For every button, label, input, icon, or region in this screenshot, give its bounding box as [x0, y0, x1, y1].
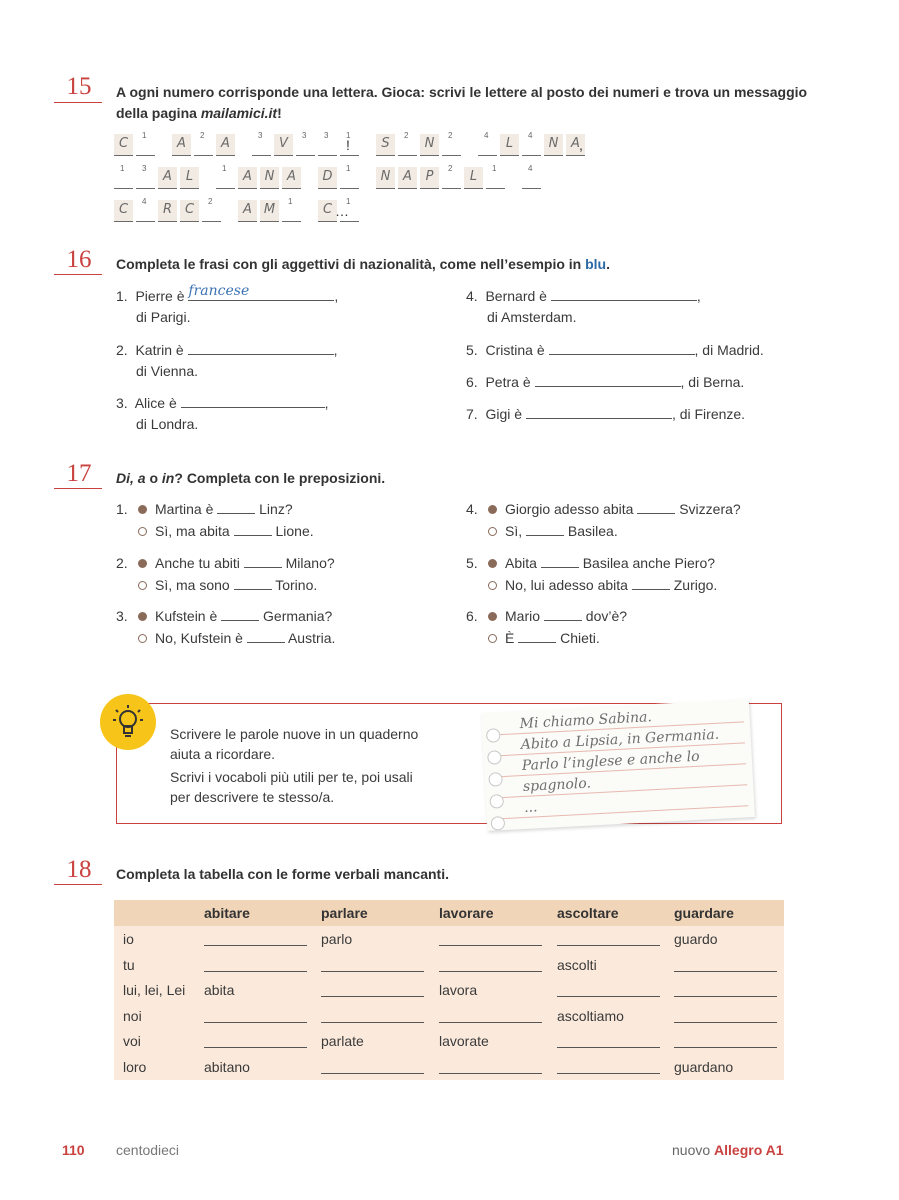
column-header: parlare [321, 905, 368, 921]
puzzle-letter-cell: C [114, 200, 133, 222]
answer-blank[interactable] [221, 605, 259, 621]
answer-blank[interactable] [234, 574, 272, 590]
note-line: Mi chiamo Sabina. [519, 709, 653, 733]
puzzle-letter-cell: S [376, 134, 395, 156]
table-blank[interactable] [557, 945, 660, 946]
table-blank[interactable] [674, 996, 777, 997]
table-row-pronoun: tu [123, 956, 135, 973]
puzzle-number-cell[interactable]: 2 [202, 200, 221, 222]
puzzle-number-cell[interactable]: 2 [398, 134, 417, 156]
table-row-pronoun: io [123, 931, 134, 947]
answer-blank[interactable] [551, 285, 697, 301]
exercise-underline [54, 488, 102, 489]
book-title: nuovo Allegro A1 [672, 1142, 784, 1158]
exercise-instruction: Completa le frasi con gli aggettivi di nazionalità, come nell’esempio in blu. [116, 256, 610, 272]
answer-blank[interactable] [247, 627, 285, 643]
table-blank[interactable] [321, 1022, 424, 1023]
puzzle-letter-cell: N [260, 167, 279, 189]
sentence-7: 7. Gigi è , di Firenze. [466, 403, 745, 425]
exercise-number: 15 [66, 73, 92, 100]
sentence-4: 4. Bernard è , di Amsterdam. [466, 285, 701, 328]
speaker-a-bullet [488, 612, 497, 621]
puzzle-exclamation: ! [346, 137, 350, 153]
puzzle-letter-cell: C [114, 134, 133, 156]
puzzle-letter-cell: A [282, 167, 301, 189]
sentence-1: 1. Pierre è francese , di Parigi. [116, 283, 339, 325]
table-blank[interactable] [321, 971, 424, 972]
exercise-underline [54, 884, 102, 885]
column-header: ascoltare [557, 905, 619, 921]
puzzle-number-cell[interactable]: 1 [486, 167, 505, 189]
puzzle-number-cell[interactable]: 3 [296, 134, 315, 156]
puzzle-ellipsis: … [335, 203, 349, 219]
puzzle-letter-cell: A [216, 134, 235, 156]
speaker-a-bullet [488, 559, 497, 568]
puzzle-number-cell[interactable]: 4 [522, 167, 541, 189]
puzzle-number-cell[interactable]: 1 [340, 200, 359, 222]
answer-blank[interactable] [549, 339, 695, 355]
puzzle-letter-cell: L [464, 167, 483, 189]
speaker-b-bullet [488, 527, 497, 536]
puzzle-letter-cell: P [420, 167, 439, 189]
puzzle-number-cell[interactable]: 2 [442, 167, 461, 189]
table-blank[interactable] [321, 996, 424, 997]
puzzle-number-cell[interactable]: 1 [136, 134, 155, 156]
puzzle-letter-cell: C [180, 200, 199, 222]
note-line: Abito a Lipsia, in Germania. [520, 726, 720, 754]
table-blank[interactable] [439, 971, 542, 972]
answer-blank[interactable] [188, 339, 334, 355]
table-blank[interactable] [321, 1073, 424, 1074]
puzzle-letter-cell: A [398, 167, 417, 189]
answer-blank[interactable] [541, 552, 579, 568]
puzzle-number-cell[interactable]: 3 [318, 134, 337, 156]
exercise-instruction: A ogni numero corrisponde una lettera. Gioca: scrivi le lettere al posto dei numeri e trova un messaggio [116, 84, 808, 100]
puzzle-letter-cell: D [318, 167, 337, 189]
exercise-instruction: Di, a o in? Completa con le preposizioni. [116, 470, 386, 486]
puzzle-letter-cell: C [318, 200, 337, 222]
exercise-instruction-line2: della pagina mailamici.it! [116, 105, 282, 121]
sentence-3: 3. Alice è , di Londra. [116, 392, 329, 435]
puzzle-letter-cell: A [172, 134, 191, 156]
exercise-number: 17 [66, 460, 92, 487]
answer-blank[interactable] [526, 403, 672, 419]
speaker-a-bullet [488, 505, 497, 514]
puzzle-number-cell[interactable]: 2 [194, 134, 213, 156]
answer-blank[interactable] [526, 520, 564, 536]
table-body [114, 926, 784, 1080]
exercise-number: 18 [66, 856, 92, 883]
answer-blank[interactable] [535, 371, 681, 387]
puzzle-number-cell[interactable]: 2 [442, 134, 461, 156]
puzzle-letter-cell: V [274, 134, 293, 156]
answer-blank[interactable] [234, 520, 272, 536]
answer-blank[interactable] [188, 285, 334, 301]
dialogue-4: 4. Giorgio adesso abita Svizzera? Sì, Basilea. [466, 498, 741, 542]
table-blank[interactable] [557, 1073, 660, 1074]
speaker-b-bullet [138, 527, 147, 536]
table-cell: lavorate [439, 1033, 489, 1049]
table-blank[interactable] [439, 1073, 542, 1074]
puzzle-number-cell[interactable]: 4 [478, 134, 497, 156]
notebook-page [481, 699, 755, 831]
example-answer: francese [188, 283, 250, 299]
column-header: guardare [674, 905, 734, 921]
speaker-b-bullet [488, 581, 497, 590]
table-cell: ascoltiamo [557, 1007, 624, 1024]
speaker-b-bullet [138, 634, 147, 643]
note-line: spagnolo. [522, 775, 592, 795]
table-cell: abita [204, 982, 235, 998]
puzzle-letter-cell: M [260, 200, 279, 222]
puzzle-letter-cell: N [544, 134, 563, 156]
puzzle-letter-cell: L [500, 134, 519, 156]
puzzle-comma: , [579, 137, 583, 153]
speaker-b-bullet [138, 581, 147, 590]
puzzle-letter-cell: R [158, 200, 177, 222]
puzzle-number-cell[interactable]: 1 [282, 200, 301, 222]
exercise-underline [54, 102, 102, 103]
column-header: abitare [204, 905, 250, 921]
sentence-2: 2. Katrin è , di Vienna. [116, 339, 338, 382]
table-cell: guardo [674, 931, 718, 947]
puzzle-letter-cell: A [158, 167, 177, 189]
table-blank[interactable] [557, 996, 660, 997]
table-blank[interactable] [439, 945, 542, 946]
tip-text-1: Scrivere le parole nuove in un quaderno aiuta a ricordare. [170, 726, 419, 762]
table-blank[interactable] [204, 1022, 307, 1023]
speaker-a-bullet [138, 612, 147, 621]
dialogue-2: 2. Anche tu abiti Milano? Sì, ma sono Torino. [116, 552, 335, 596]
answer-blank[interactable] [181, 392, 325, 408]
speaker-a-bullet [138, 505, 147, 514]
puzzle-number-cell[interactable]: 1 [340, 134, 359, 156]
puzzle-number-cell[interactable]: 1 [114, 167, 133, 189]
puzzle-number-cell[interactable]: 4 [136, 200, 155, 222]
answer-blank[interactable] [217, 498, 255, 514]
table-blank[interactable] [674, 1047, 777, 1048]
table-blank[interactable] [557, 1047, 660, 1048]
note-line: Parlo l’inglese e anche lo [521, 748, 700, 775]
dialogue-6: 6. Mario dov’è? È Chieti. [466, 605, 627, 649]
dialogue-5: 5. Abita Basilea anche Piero? No, lui adesso abita Zurigo. [466, 552, 717, 596]
column-header: lavorare [439, 905, 494, 921]
exercise-underline [54, 274, 102, 275]
table-blank[interactable] [204, 971, 307, 972]
answer-blank[interactable] [544, 605, 582, 621]
table-row-pronoun: loro [123, 1058, 147, 1075]
puzzle-number-cell[interactable]: 4 [522, 134, 541, 156]
sentence-5: 5. Cristina è , di Madrid. [466, 339, 764, 361]
answer-blank[interactable] [632, 574, 670, 590]
table-blank[interactable] [204, 1047, 307, 1048]
note-line: ... [523, 799, 538, 816]
sentence-6: 6. Petra è , di Berna. [466, 371, 744, 393]
puzzle-letter-cell: N [376, 167, 395, 189]
puzzle-number-cell[interactable]: 1 [216, 167, 235, 189]
page-number: 110 [62, 1142, 85, 1158]
table-row-pronoun: noi [123, 1007, 142, 1024]
puzzle-number-cell[interactable]: 3 [252, 134, 271, 156]
lightbulb-icon [100, 694, 156, 750]
page-number-word: centodieci [116, 1142, 180, 1158]
puzzle-letter-cell: A [238, 200, 257, 222]
table-blank[interactable] [674, 1022, 777, 1023]
speaker-b-bullet [488, 634, 497, 643]
table-cell: lavora [439, 982, 478, 998]
dialogue-3: 3. Kufstein è Germania? No, Kufstein è Austria. [116, 605, 335, 649]
puzzle-number-cell[interactable]: 1 [340, 167, 359, 189]
table-row-pronoun: voi [123, 1033, 141, 1049]
tip-text-2: Scrivi i vocaboli più utili per te, poi usali per descrivere te stesso/a. [170, 769, 413, 805]
table-cell: guardano [674, 1058, 734, 1075]
speaker-a-bullet [138, 559, 147, 568]
puzzle-letter-cell: A [238, 167, 257, 189]
table-blank[interactable] [439, 1022, 542, 1023]
exercise-instruction: Completa la tabella con le forme verbali mancanti. [116, 866, 449, 882]
answer-blank[interactable] [637, 498, 675, 514]
puzzle-letter-cell: A [566, 134, 585, 156]
puzzle-number-cell[interactable]: 3 [136, 167, 155, 189]
puzzle-letter-cell: L [180, 167, 199, 189]
table-cell: abitano [204, 1058, 250, 1075]
table-cell: parlo [321, 931, 353, 947]
table-row-pronoun: lui, lei, Lei [123, 982, 186, 998]
table-cell: parlate [321, 1033, 364, 1049]
puzzle-letter-cell: N [420, 134, 439, 156]
answer-blank[interactable] [244, 552, 282, 568]
dialogue-1: 1. Martina è Linz? Sì, ma abita Lione. [116, 498, 314, 542]
answer-blank[interactable] [518, 627, 556, 643]
table-cell: ascolti [557, 956, 597, 973]
exercise-number: 16 [66, 246, 92, 273]
table-blank[interactable] [674, 971, 777, 972]
table-blank[interactable] [204, 945, 307, 946]
